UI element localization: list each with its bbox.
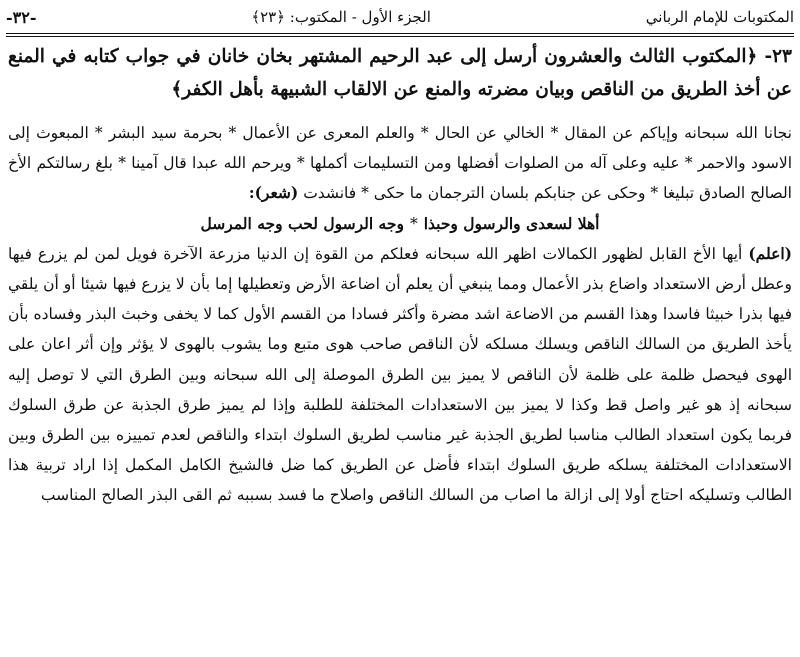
part-info: الجزء الأول - المكتوب: ﴿٢٣﴾ <box>251 8 431 26</box>
intro-paragraph <box>8 118 792 209</box>
running-header <box>6 4 794 30</box>
verse-second-half: وجه الرسول لحب وجه المرسل <box>200 213 404 233</box>
header-rule-top <box>6 33 794 34</box>
intro-text: نجانا الله سبحانه وإياكم عن المقال * الخالي عن الحال * والعلم المعرى عن الأعمال * بحرمة سيد البشر * المبعوث إلى الاسود والاحمر * عليه وعلى آله من الصلوات أفضلها ومن التسليمات أكملها * ويرحم الله عبدا قال آمينا * بلغ رسالتكم الأخ الصالح الصادق تبليغا * وحكى عن جنابكم بلسان الترجمان ما حكى * فانشدت <box>8 124 792 203</box>
verse-separator: * <box>409 214 418 233</box>
main-paragraph <box>8 239 792 511</box>
poem-verse <box>8 209 792 239</box>
main-keyword: (اعلم) <box>748 243 792 263</box>
header-rule-bottom <box>6 36 794 37</box>
letter-title: ٢٣- ﴿المكتوب الثالث والعشرون أرسل إلى عبد الرحيم المشتهر بخان خانان في جواب كتابه في المنع عن أخذ الطريق من الناقص وبيان مضرته والمنع عن الالقاب الشبيهة بأهل الكفر﴾ <box>8 46 792 100</box>
poem-label: (شعر): <box>248 183 299 203</box>
book-title: المكتوبات للإمام الرباني <box>645 8 794 26</box>
main-text: أيها الأخ القابل لظهور الكمالات اظهر الله سبحانه فعلكم من القوة إن الدنيا مزرعة الآخرة فويل لمن لم يزرع فيها وعطل أرض الاستعداد واضاع بذر الأعمال ومما ينبغي أن يعلم أن اضاعة الأرض وتعطيلها إما بأن لا يزرع فيها شيئا أو أن يلقي فيها بذرا خبيثا فاسدا وهذا القسم من الاضاعة اشد مضرة وأكثر فسادا من القسم الأول كما لا يخفى وخبث البذر وفساده بأن يأخذ الطريق من السالك الناقص ويسلك مسلكه لأن الناقص صاحب هوى متبع وما يشوب بالهوى لا يؤثر وإن أثر اعان على الهوى فيحصل ظلمة على ظلمة لأن الناقص لا يميز بين الطرق الموصلة إلى الله سبحانه وبين الطرق التي لا توصل إليه سبحانه إذ هو غير واصل قط وكذا لا يميز بين الاستعدادات المختلفة للطلبة وإذا لم يميز طرق الجذبة عن طرق السلوك فربما يكون استعداد الطالب مناسبا لطريق الجذبة غير مناسب لطريق السلوك ابتداء والناقص لعدم تمييزه بين الطرق وبين الاستعدادات المختلفة يسلكه طريق السلوك ابتداء فأضل عن الطريق كما ضل فالشيخ الكامل المكمل إذا اراد تربية هذا الطالب وتسليكه احتاج أولا إلى ازالة ما اصاب من السالك الناقص واصلاح ما فسد بسببه ثم القى البذر الصالح المناسب <box>8 244 792 505</box>
letter-body <box>8 118 792 511</box>
page-number: -٣٢- <box>6 7 37 27</box>
verse-first-half: أهلا لسعدى والرسول وحبذا <box>423 213 600 233</box>
